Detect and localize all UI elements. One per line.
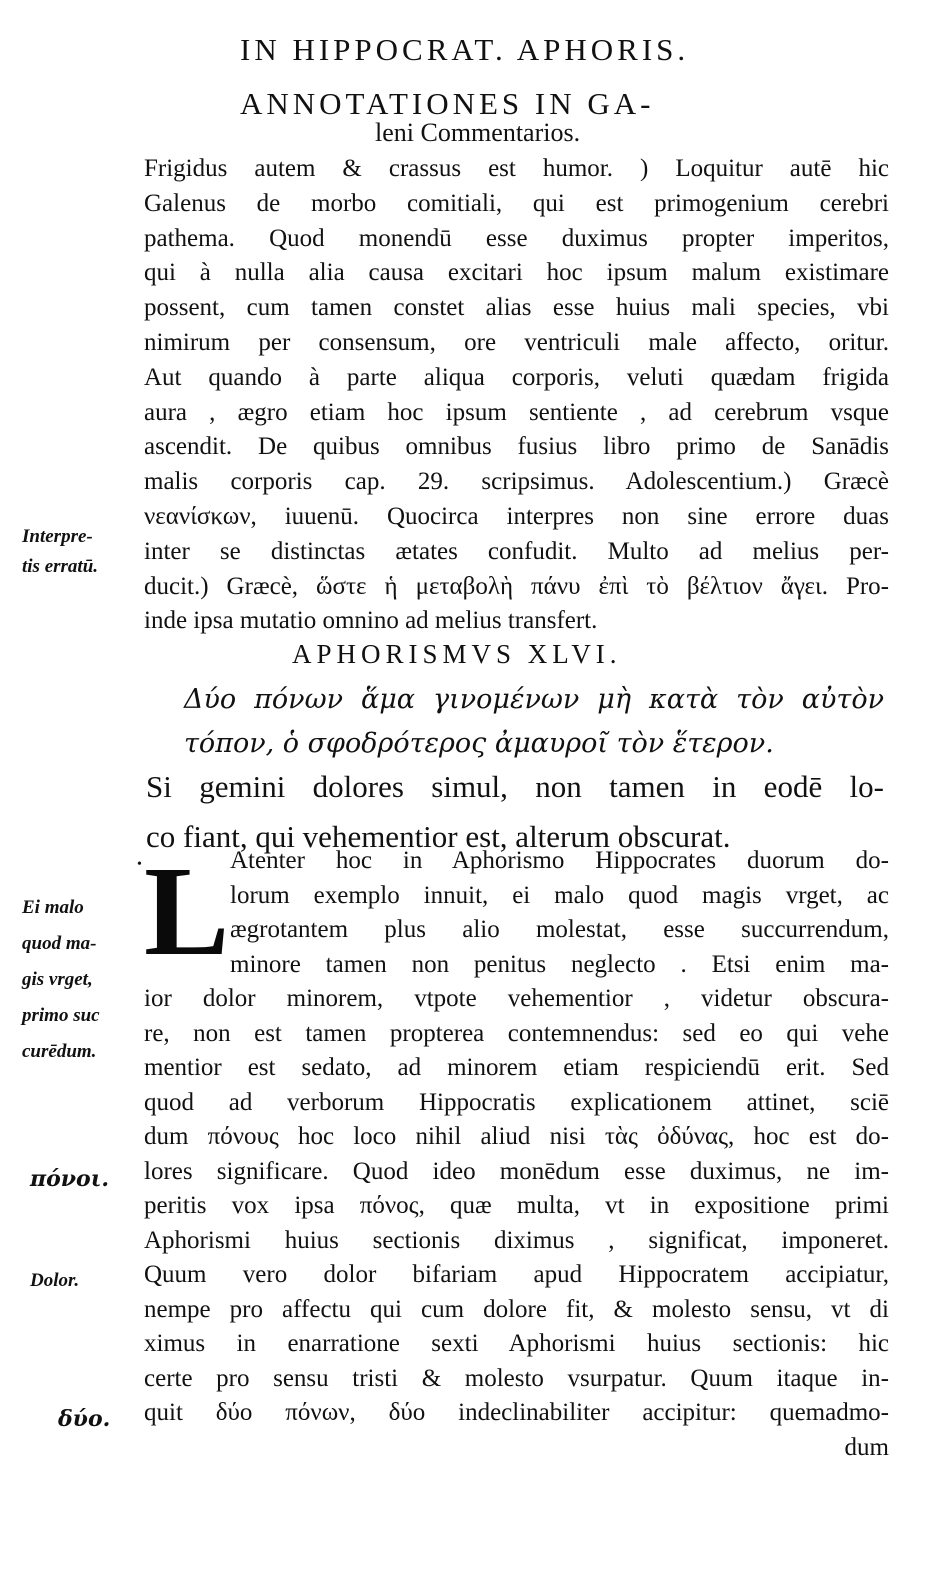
margin-note-line: primo suc xyxy=(22,1005,100,1026)
text-line: peritis vox ipsa πόνος, quæ multa, vt in expositione primi xyxy=(144,1192,889,1219)
running-head: IN HIPPOCRAT. APHORIS. xyxy=(240,32,690,67)
text-line: quit δύο πόνων, δύο indeclinabiliter accipitur: quemadmo- xyxy=(144,1399,889,1426)
text-line: Galenus de morbo comitiali, qui est primogenium cerebri xyxy=(144,189,889,217)
text-line: lores significare. Quod ideo monēdum esse duximus, ne im- xyxy=(144,1157,889,1185)
text-line: inde ipsa mutatio omnino ad melius transfert. xyxy=(144,607,598,635)
commentary-paragraph xyxy=(144,840,889,1465)
latin-line: co fiant, qui vehementior est, alterum obscurat. xyxy=(146,819,731,854)
aphorism-heading: APHORISMVS XLVI. xyxy=(292,639,622,669)
text-line: lorum exemplo innuit, ei malo quod magis vrget, ac xyxy=(230,881,889,909)
text-line: quod ad verborum Hippocratis explicationem attinet, sciē xyxy=(144,1088,889,1116)
text-line: nimirum per consensum, ore ventriculi male affecto, oritur. xyxy=(144,328,889,356)
annotations-paragraph xyxy=(144,152,889,639)
aphorism-greek xyxy=(184,678,884,766)
text-line: ior dolor minorem, vtpote vehementior , videtur obscura- xyxy=(144,985,889,1012)
text-line: aura , ægro etiam hoc ipsum sentiente , ad cerebrum vsque xyxy=(144,398,889,426)
text-line: dum πόνους hoc loco nihil aliud nisi τὰς ὀδύνας, hoc est do- xyxy=(144,1123,889,1150)
text-line: inter se distinctas ætates confudit. Multo ad melius per- xyxy=(144,537,889,565)
text-line: re, non est tamen propterea contemnendus: sed eo qui vehe xyxy=(144,1019,889,1047)
text-line: ducit.) Græcè, ὥστε ἡ μεταβολὴ πάνυ ἐπὶ τὸ βέλτιον ἄγει. Pro- xyxy=(144,572,889,600)
greek-line: Δύο πόνων ἅμα γινομένων μὴ κατὰ τὸν αὐτὸν xyxy=(184,684,884,715)
margin-note-ei-malo xyxy=(22,890,140,1070)
text-line: minore tamen non penitus neglecto . Etsi enim ma- xyxy=(230,950,889,978)
margin-note-line: tis erratū. xyxy=(22,556,99,577)
margin-note-line: gis vrget, xyxy=(22,969,93,990)
text-line: qui à nulla alia causa excitari hoc ipsum malum existimare xyxy=(144,259,889,287)
text-line: malis corporis cap. 29. scripsimus. Adolescentium.) Græcè xyxy=(144,468,889,496)
text-line: nempe pro affectu qui cum dolore fit, & molesto sensu, vt di xyxy=(144,1295,889,1323)
margin-note-line: Interpre- xyxy=(22,526,93,547)
drop-cap-mark: • xyxy=(137,857,142,872)
text-line: νεανίσκων, iuuenū. Quocirca interpres non sine errore duas xyxy=(144,502,889,530)
text-line: Frigidus autem & crassus est humor. ) Loquitur autē hic xyxy=(144,155,889,182)
text-line: Aut quando à parte aliqua corporis, veluti quædam frigida xyxy=(144,363,889,391)
text-line: possent, cum tamen constet alias esse huius mali species, vbi xyxy=(144,294,889,322)
margin-note-line: Ei malo xyxy=(22,897,84,918)
margin-note-dolor: Dolor. xyxy=(30,1270,80,1291)
latin-line: Si gemini dolores simul, non tamen in eodē lo- xyxy=(146,769,884,804)
text-line: ægrotantem plus alio molestat, esse succurrendum, xyxy=(230,916,889,943)
margin-note-line: quod ma- xyxy=(22,933,97,954)
margin-note-duo: δύο. xyxy=(58,1406,111,1432)
greek-line: τόπον, ὁ σφοδρότερος ἀμαυροῖ τὸν ἕτερον. xyxy=(184,728,774,759)
text-line: Quum vero dolor bifariam apud Hippocratem accipiatur, xyxy=(144,1261,889,1288)
text-line: Atenter hoc in Aphorismo Hippocrates duorum do- xyxy=(230,847,889,874)
text-line: ximus in enarratione sexti Aphorismi huius sectionis: hic xyxy=(144,1330,889,1357)
text-line: ascendit. De quibus omnibus fusius libro primo de Sanādis xyxy=(144,433,889,461)
catchword: dum xyxy=(844,1433,889,1461)
annotations-title: ANNOTATIONES IN GA- xyxy=(240,86,655,121)
drop-cap: L xyxy=(144,840,230,982)
margin-note-interpretis xyxy=(22,522,140,582)
margin-note-line: curēdum. xyxy=(22,1041,97,1062)
text-line: certe pro sensu tristi & molesto vsurpatur. Quum itaque in- xyxy=(144,1364,889,1392)
margin-note-ponoi: πόνοι. xyxy=(30,1166,110,1192)
text-line: mentior est sedato, ad minorem etiam respiciendū erit. Sed xyxy=(144,1054,889,1081)
annotations-subtitle: leni Commentarios. xyxy=(375,118,581,147)
text-line: pathema. Quod monendū esse duximus propter imperitos, xyxy=(144,224,889,252)
text-line: Aphorismi huius sectionis diximus , significat, imponeret. xyxy=(144,1226,889,1254)
